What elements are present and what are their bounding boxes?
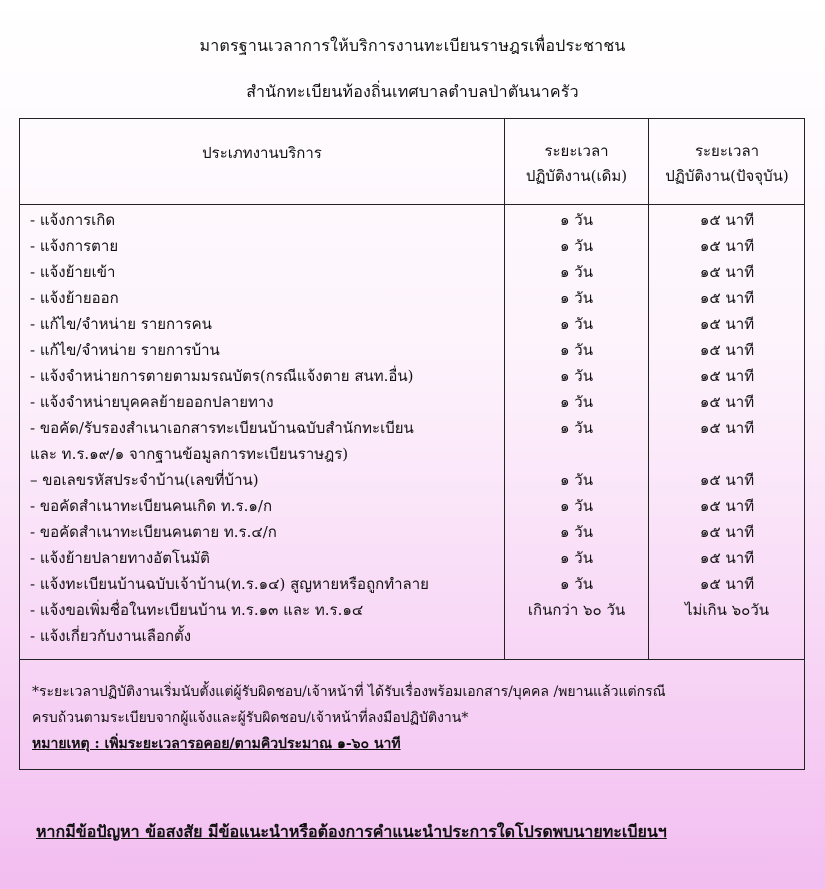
- header-old-time: [505, 139, 648, 189]
- table-row: [20, 207, 804, 233]
- note-line-1: *ระยะเวลาปฏิบัติงานเริ่มนับตั้งแต่ผู้รับผิดชอบ/เจ้าหน้าที่ ได้รับเรื่องพร้อมเอกสาร/บุคคล /พยานแล้วแต่กรณี: [32, 684, 666, 700]
- header-new-time-line2: ปฏิบัติงาน(ปัจจุบัน): [665, 167, 789, 185]
- old-time-cell: ๑ วัน: [560, 523, 593, 541]
- table-row: [20, 571, 804, 597]
- note-line-2: ครบถ้วนตามระเบียบจากผู้แจ้งและผู้รับผิดชอบ/เจ้าหน้าที่ลงมือปฏิบัติงาน*: [32, 710, 469, 726]
- table-row: [20, 623, 804, 649]
- notes-divider: [20, 659, 804, 660]
- service-name-cell: - แจ้งจำหน่ายการตายตามมรณบัตร(กรณีแจ้งตาย สนท.อื่น): [30, 367, 414, 385]
- old-time-cell: ๑ วัน: [560, 263, 593, 281]
- new-time-cell: ๑๕ นาที: [699, 315, 755, 333]
- old-time-cell: ๑ วัน: [560, 419, 593, 437]
- new-time-cell: ๑๕ นาที: [699, 523, 755, 541]
- service-name-cell: - แจ้งย้ายเข้า: [30, 263, 116, 281]
- service-time-table: [19, 118, 805, 770]
- old-time-cell: ๑ วัน: [560, 237, 593, 255]
- new-time-cell: ๑๕ นาที: [699, 393, 755, 411]
- new-time-cell: ๑๕ นาที: [699, 237, 755, 255]
- remark-line: หมายเหตุ : เพิ่มระยะเวลารอคอย/ตามคิวประมาณ ๑-๖๐ นาที: [32, 736, 401, 752]
- new-time-cell: ๑๕ นาที: [699, 549, 755, 567]
- new-time-cell: ๑๕ นาที: [699, 289, 755, 307]
- service-name-cell: - แจ้งขอเพิ่มชื่อในทะเบียนบ้าน ท.ร.๑๓ และ ท.ร.๑๔: [30, 601, 364, 619]
- old-time-cell: ๑ วัน: [560, 575, 593, 593]
- table-row: [20, 441, 804, 467]
- table-row: [20, 233, 804, 259]
- new-time-cell: ๑๕ นาที: [699, 471, 755, 489]
- old-time-cell: ๑ วัน: [560, 289, 593, 307]
- table-row: [20, 467, 804, 493]
- service-name-cell: - ขอคัดสำเนาทะเบียนคนเกิด ท.ร.๑/ก: [30, 497, 273, 515]
- table-row: [20, 493, 804, 519]
- service-name-cell: - แจ้งย้ายปลายทางอัตโนมัติ: [30, 549, 210, 567]
- new-time-cell: ๑๕ นาที: [699, 341, 755, 359]
- service-name-cell: - แจ้งย้ายออก: [30, 289, 119, 307]
- new-time-cell: ๑๕ นาที: [699, 211, 755, 229]
- service-name-cell: - แจ้งการตาย: [30, 237, 119, 255]
- new-time-cell: ๑๕ นาที: [699, 263, 755, 281]
- table-row: [20, 415, 804, 441]
- service-name-cell: – ขอเลขรหัสประจำบ้าน(เลขที่บ้าน): [30, 471, 259, 489]
- old-time-cell: ๑ วัน: [560, 315, 593, 333]
- table-row: [20, 389, 804, 415]
- old-time-cell: เกินกว่า ๖๐ วัน: [527, 601, 626, 619]
- service-name-cell: - ขอคัด/รับรองสำเนาเอกสารทะเบียนบ้านฉบับสำนักทะเบียน: [30, 419, 414, 437]
- old-time-cell: ๑ วัน: [560, 471, 593, 489]
- old-time-cell: ๑ วัน: [560, 341, 593, 359]
- old-time-cell: ๑ วัน: [560, 393, 593, 411]
- old-time-cell: ๑ วัน: [560, 367, 593, 385]
- service-name-cell: - แก้ไข/จำหน่าย รายการคน: [30, 315, 212, 333]
- service-name-cell: และ ท.ร.๑๙/๑ จากฐานข้อมูลการทะเบียนราษฎร): [30, 445, 349, 463]
- page-subtitle: สำนักทะเบียนท้องถิ่นเทศบาลตำบลป่าตันนาครัว: [246, 82, 579, 101]
- service-name-cell: - แจ้งจำหน่ายบุคคลย้ายออกปลายทาง: [30, 393, 274, 411]
- new-time-cell: ๑๕ นาที: [699, 575, 755, 593]
- table-row: [20, 285, 804, 311]
- header-service-type: ประเภทงานบริการ: [202, 144, 322, 162]
- old-time-cell: ๑ วัน: [560, 497, 593, 515]
- service-name-cell: - ขอคัดสำเนาทะเบียนคนตาย ท.ร.๔/ก: [30, 523, 277, 541]
- service-name-cell: - แจ้งการเกิด: [30, 211, 116, 229]
- table-row: [20, 519, 804, 545]
- new-time-cell: ๑๕ นาที: [699, 497, 755, 515]
- table-row: [20, 311, 804, 337]
- header-old-time-line2: ปฏิบัติงาน(เดิม): [525, 167, 628, 185]
- new-time-cell: ๑๕ นาที: [699, 419, 755, 437]
- header-new-time-line1: ระยะเวลา: [694, 142, 760, 160]
- old-time-cell: ๑ วัน: [560, 211, 593, 229]
- page-title: มาตรฐานเวลาการให้บริการงานทะเบียนราษฎรเพื่อประชาชน: [199, 36, 626, 55]
- header-divider: [20, 204, 804, 205]
- table-row: [20, 363, 804, 389]
- footer-contact-note: หากมีข้อปัญหา ข้อสงสัย มีข้อแนะนำหรือต้องการคำแนะนำประการใดโปรดพบนายทะเบียนฯ: [36, 822, 667, 841]
- old-time-cell: ๑ วัน: [560, 549, 593, 567]
- table-row: [20, 597, 804, 623]
- table-row: [20, 337, 804, 363]
- new-time-cell: ๑๕ นาที: [699, 367, 755, 385]
- table-row: [20, 545, 804, 571]
- header-old-time-line1: ระยะเวลา: [544, 142, 609, 160]
- header-new-time: [649, 139, 805, 189]
- table-row: [20, 259, 804, 285]
- new-time-cell: ไม่เกิน ๖๐วัน: [684, 601, 770, 619]
- service-name-cell: - แจ้งทะเบียนบ้านฉบับเจ้าบ้าน(ท.ร.๑๔) สูญหายหรือถูกทำลาย: [30, 575, 429, 593]
- service-name-cell: - แก้ไข/จำหน่าย รายการบ้าน: [30, 341, 220, 359]
- service-name-cell: - แจ้งเกี่ยวกับงานเลือกตั้ง: [30, 627, 192, 645]
